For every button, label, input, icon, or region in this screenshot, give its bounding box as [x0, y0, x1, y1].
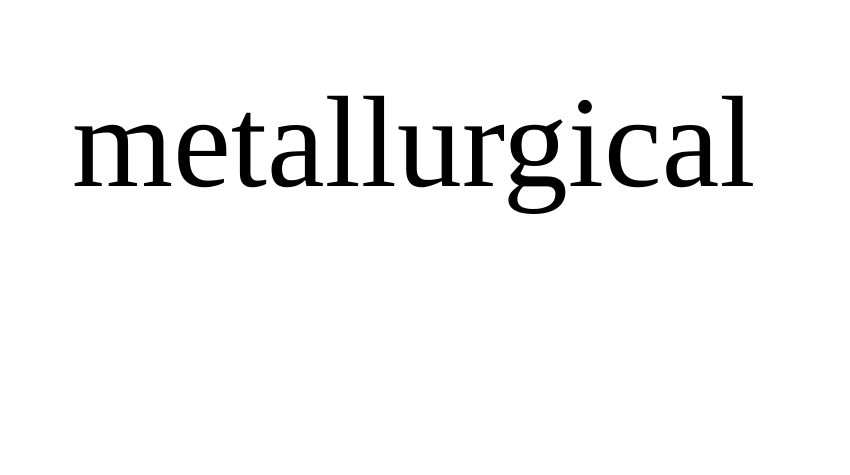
word-text: metallurgical: [72, 71, 756, 215]
